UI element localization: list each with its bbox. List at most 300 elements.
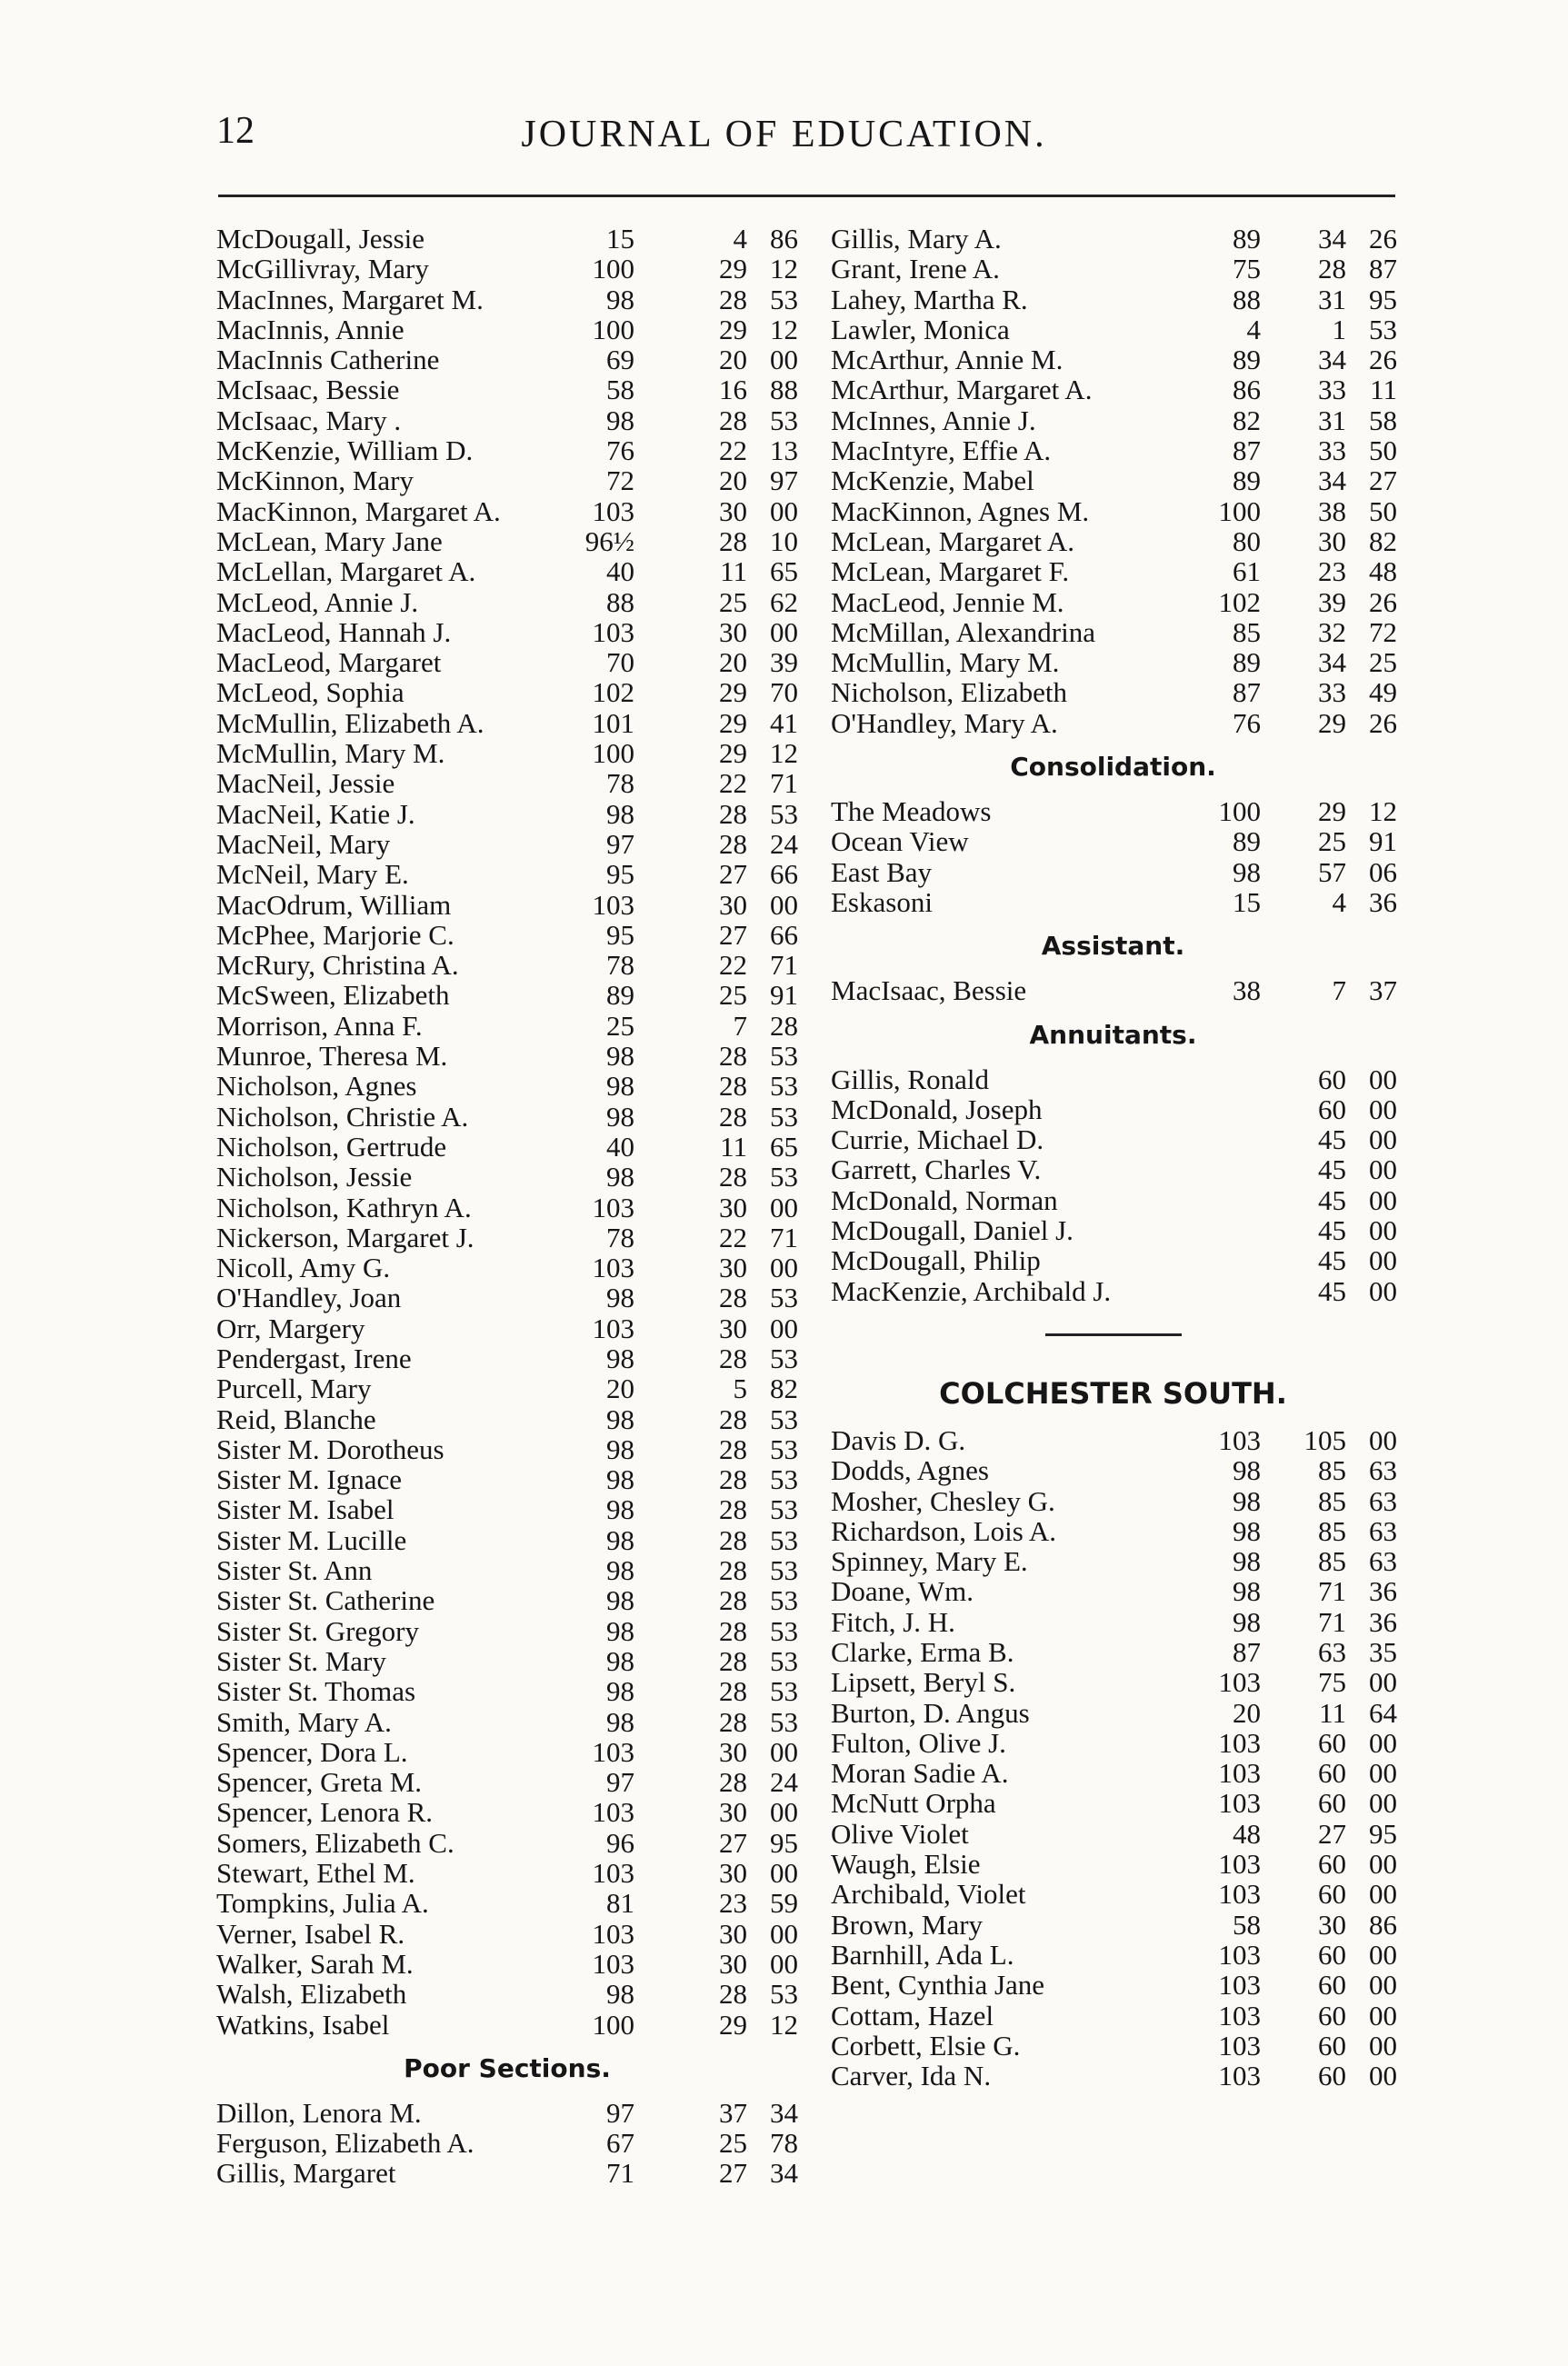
entry-amount: 89	[1233, 344, 1261, 376]
entry-amount: 16	[719, 374, 747, 406]
entry-amount: 30	[719, 1857, 747, 1890]
table-row	[829, 1879, 1397, 1909]
page-number: 12	[216, 110, 255, 152]
entry-amount: 63	[1318, 1635, 1346, 1668]
table-row	[829, 1910, 1397, 1940]
entry-amount: 25	[719, 979, 747, 1012]
entry-amount: 40	[606, 1130, 634, 1163]
entry-amount: 98	[606, 1040, 634, 1073]
entry-amount: 86	[770, 223, 798, 255]
entry-name: Nicoll, Amy G.	[216, 1252, 391, 1284]
table-row	[829, 617, 1397, 647]
entry-amount: 28	[719, 283, 747, 315]
table-row	[216, 1223, 798, 1253]
table-row	[829, 1516, 1397, 1546]
entry-amount: 00	[1369, 1244, 1397, 1277]
table-row	[216, 1253, 798, 1283]
entry-amount: 5	[733, 1373, 747, 1405]
entry-amount: 65	[770, 1130, 798, 1163]
entry-amount: 25	[606, 1009, 634, 1042]
entry-amount: 00	[770, 1312, 798, 1344]
table-row	[216, 2128, 798, 2158]
entry-name: Sister St. Mary	[216, 1644, 386, 1677]
entry-name: Nicholson, Agnes	[216, 1070, 417, 1103]
entry-name: Gillis, Mary A.	[831, 223, 1002, 255]
table-row	[216, 829, 798, 859]
table-row	[216, 1102, 798, 1132]
entry-amount: 96½	[584, 524, 634, 557]
table-row	[829, 1276, 1397, 1306]
entry-name: Archibald, Violet	[831, 1878, 1026, 1911]
entry-name: Sister St. Catherine	[216, 1584, 435, 1617]
entry-amount: 60	[1318, 1969, 1346, 2002]
entry-amount: 4	[1332, 885, 1346, 918]
table-row	[829, 1970, 1397, 2000]
left-column	[216, 224, 798, 2189]
table-row	[216, 314, 798, 344]
entry-amount: 33	[1318, 434, 1346, 467]
table-row	[216, 2098, 798, 2128]
entry-amount: 60	[1318, 2060, 1346, 2092]
entry-name: Bent, Cynthia Jane	[831, 1969, 1045, 2002]
entry-amount: 53	[770, 797, 798, 830]
entry-name: Nicholson, Christie A.	[216, 1100, 469, 1133]
entry-amount: 95	[1369, 1817, 1397, 1850]
entry-name: MacNeil, Jessie	[216, 767, 395, 800]
entry-name: McKenzie, Mabel	[831, 464, 1034, 497]
entry-amount: 20	[719, 646, 747, 679]
entry-amount: 95	[606, 858, 634, 891]
entry-amount: 98	[606, 1433, 634, 1465]
entry-amount: 37	[1369, 974, 1397, 1007]
section-divider	[1045, 1333, 1182, 1336]
table-row	[829, 647, 1397, 677]
entry-name: MacOdrum, William	[216, 888, 452, 921]
entry-name: MacKinnon, Agnes M.	[831, 494, 1090, 527]
entry-amount: 22	[719, 434, 747, 467]
entry-amount: 96	[606, 1826, 634, 1859]
entry-amount: 50	[1369, 494, 1397, 527]
entry-amount: 103	[592, 615, 634, 648]
entry-amount: 24	[770, 1766, 798, 1799]
entry-amount: 30	[719, 1796, 747, 1829]
entry-amount: 87	[1233, 434, 1261, 467]
entry-name: Spencer, Greta M.	[216, 1766, 423, 1799]
entry-amount: 103	[592, 1735, 634, 1768]
table-row	[216, 799, 798, 829]
entry-amount: 27	[1369, 464, 1397, 497]
entry-name: McLeod, Sophia	[216, 676, 404, 709]
entry-name: Nicholson, Gertrude	[216, 1130, 447, 1163]
entry-name: Spinney, Mary E.	[831, 1545, 1028, 1578]
entry-name: Currie, Michael D.	[831, 1123, 1044, 1156]
entry-amount: 103	[592, 1947, 634, 1980]
table-row	[829, 2001, 1397, 2031]
entry-amount: 22	[719, 949, 747, 982]
entry-name: Tompkins, Julia A.	[216, 1887, 429, 1920]
entry-amount: 53	[770, 1403, 798, 1435]
entry-name: Smith, Mary A.	[216, 1705, 392, 1738]
table-row	[216, 1404, 798, 1434]
entry-amount: 15	[606, 223, 634, 255]
table-row	[216, 587, 798, 617]
table-row	[829, 975, 1397, 1005]
entry-amount: 58	[606, 374, 634, 406]
table-row	[829, 1455, 1397, 1485]
table-row	[829, 1607, 1397, 1637]
table-row	[216, 374, 798, 404]
entry-name: Fulton, Olive J.	[831, 1726, 1006, 1759]
entry-amount: 102	[592, 676, 634, 709]
entry-amount: 45	[1318, 1214, 1346, 1247]
entry-amount: 48	[1233, 1817, 1261, 1850]
entry-amount: 49	[1369, 676, 1397, 709]
entry-amount: 45	[1318, 1153, 1346, 1186]
entry-amount: 28	[719, 1403, 747, 1435]
entry-name: Sister St. Thomas	[216, 1675, 416, 1708]
entry-amount: 25	[719, 2127, 747, 2160]
entry-amount: 28	[719, 1614, 747, 1647]
entry-amount: 98	[1233, 1484, 1261, 1517]
entry-amount: 63	[1369, 1484, 1397, 1517]
table-row	[216, 1888, 798, 1918]
entry-amount: 20	[1233, 1696, 1261, 1729]
entry-name: McArthur, Margaret A.	[831, 374, 1093, 406]
entry-amount: 63	[1369, 1514, 1397, 1547]
entry-name: Munroe, Theresa M.	[216, 1040, 448, 1073]
table-row	[216, 1979, 798, 2009]
table-row	[216, 1283, 798, 1313]
table-row	[216, 950, 798, 980]
table-row	[829, 1546, 1397, 1576]
entry-amount: 45	[1318, 1183, 1346, 1216]
table-row	[216, 1676, 798, 1706]
table-row	[829, 826, 1397, 856]
entry-name: Spencer, Dora L.	[216, 1735, 408, 1768]
entry-amount: 97	[606, 2096, 634, 2129]
entry-name: MacLeod, Margaret	[216, 646, 442, 679]
entry-amount: 45	[1318, 1274, 1346, 1307]
entry-name: Richardson, Lois A.	[831, 1514, 1056, 1547]
entry-name: Somers, Elizabeth C.	[216, 1826, 454, 1859]
entry-name: Pendergast, Irene	[216, 1342, 412, 1374]
table-row	[216, 1858, 798, 1888]
entry-amount: 97	[770, 464, 798, 497]
entry-amount: 00	[770, 888, 798, 921]
entry-amount: 66	[770, 858, 798, 891]
entry-amount: 00	[1369, 1093, 1397, 1125]
district-heading-colchester-south: COLCHESTER SOUTH.	[939, 1375, 1287, 1411]
entry-amount: 98	[606, 1675, 634, 1708]
entry-amount: 95	[770, 1826, 798, 1859]
table-row	[829, 1154, 1397, 1184]
table-row	[216, 1071, 798, 1101]
entry-amount: 60	[1318, 1878, 1346, 1911]
section-heading-poor-sections: Poor Sections.	[404, 2052, 611, 2083]
entry-amount: 91	[1369, 825, 1397, 858]
table-row	[829, 496, 1397, 526]
entry-amount: 15	[1233, 885, 1261, 918]
entry-name: Watkins, Isabel	[216, 2008, 390, 2041]
entry-amount: 27	[719, 918, 747, 951]
table-row	[829, 1819, 1397, 1849]
table-row	[829, 1185, 1397, 1215]
entry-name: Sister St. Ann	[216, 1554, 373, 1587]
entry-amount: 103	[592, 1252, 634, 1284]
entry-amount: 30	[719, 1735, 747, 1768]
entry-name: Morrison, Anna F.	[216, 1009, 423, 1042]
entry-name: O'Handley, Joan	[216, 1282, 402, 1314]
table-row	[216, 526, 798, 556]
entry-amount: 48	[1369, 555, 1397, 588]
entry-amount: 50	[1369, 434, 1397, 467]
entry-amount: 98	[1233, 1514, 1261, 1547]
entry-amount: 4	[1246, 313, 1261, 345]
entry-amount: 78	[606, 1221, 634, 1253]
entry-amount: 58	[1369, 404, 1397, 436]
entry-amount: 53	[1369, 313, 1397, 345]
entry-amount: 28	[1318, 253, 1346, 285]
entry-amount: 06	[1369, 855, 1397, 888]
table-row	[216, 1011, 798, 1041]
entry-name: Nickerson, Margaret J.	[216, 1221, 474, 1253]
entry-amount: 97	[606, 827, 634, 860]
entry-amount: 72	[606, 464, 634, 497]
entry-name: MacLeod, Jennie M.	[831, 585, 1064, 618]
entry-amount: 89	[1233, 464, 1261, 497]
entry-amount: 4	[733, 223, 747, 255]
entry-name: McGillivray, Mary	[216, 253, 429, 285]
entry-amount: 28	[719, 1493, 747, 1526]
entry-amount: 00	[1369, 1878, 1397, 1911]
entry-amount: 103	[1218, 1938, 1261, 1971]
entry-amount: 34	[1318, 646, 1346, 679]
annuitants-list	[829, 1064, 1397, 1306]
table-row	[216, 1616, 798, 1646]
table-row	[216, 254, 798, 284]
table-row	[829, 2031, 1397, 2061]
entry-amount: 53	[770, 1978, 798, 2011]
table-row	[829, 465, 1397, 495]
entry-amount: 69	[606, 344, 634, 376]
entry-name: McDonald, Norman	[831, 1183, 1058, 1216]
table-row	[829, 435, 1397, 465]
entry-amount: 34	[770, 2157, 798, 2190]
table-row	[829, 1215, 1397, 1245]
entry-amount: 34	[770, 2096, 798, 2129]
entry-amount: 00	[1369, 1153, 1397, 1186]
entry-amount: 27	[719, 858, 747, 891]
entry-amount: 29	[1318, 706, 1346, 739]
table-row	[216, 1373, 798, 1403]
table-row	[829, 224, 1397, 254]
entry-amount: 103	[1218, 2060, 1261, 2092]
entry-name: East Bay	[831, 855, 933, 888]
entry-name: Clarke, Erma B.	[831, 1635, 1014, 1668]
entry-name: McLeod, Annie J.	[216, 585, 419, 618]
entry-amount: 7	[1332, 974, 1346, 1007]
entry-amount: 00	[1369, 1938, 1397, 1971]
entry-amount: 76	[1233, 706, 1261, 739]
entry-amount: 103	[1218, 1757, 1261, 1790]
entry-amount: 29	[1318, 795, 1346, 828]
entry-amount: 25	[1318, 825, 1346, 858]
table-row	[216, 1949, 798, 1979]
entry-amount: 95	[606, 918, 634, 951]
entry-amount: 36	[1369, 885, 1397, 918]
entry-amount: 29	[719, 676, 747, 709]
entry-amount: 98	[606, 1584, 634, 1617]
entry-amount: 28	[719, 524, 747, 557]
entry-amount: 85	[1318, 1454, 1346, 1487]
entry-amount: 87	[1233, 676, 1261, 709]
table-row	[216, 2158, 798, 2188]
entry-amount: 11	[1319, 1696, 1346, 1729]
entry-amount: 30	[719, 1312, 747, 1344]
entry-amount: 11	[720, 555, 747, 588]
entry-amount: 60	[1318, 1757, 1346, 1790]
entry-name: McDougall, Daniel J.	[831, 1214, 1074, 1247]
entry-amount: 98	[606, 404, 634, 436]
entry-amount: 78	[606, 767, 634, 800]
entry-name: Lipsett, Beryl S.	[831, 1666, 1016, 1699]
entry-amount: 25	[1369, 646, 1397, 679]
entry-amount: 61	[1233, 555, 1261, 588]
entry-name: McIsaac, Mary .	[216, 404, 402, 436]
entry-amount: 20	[606, 1373, 634, 1405]
entry-name: McLean, Margaret A.	[831, 524, 1074, 557]
table-row	[829, 344, 1397, 374]
entry-amount: 53	[770, 1282, 798, 1314]
entry-amount: 53	[770, 1040, 798, 1073]
table-row	[829, 1849, 1397, 1879]
table-row	[216, 224, 798, 254]
entry-name: McDougall, Jessie	[216, 223, 425, 255]
entry-amount: 53	[770, 1523, 798, 1556]
entry-amount: 30	[1318, 524, 1346, 557]
table-row	[216, 738, 798, 768]
entry-name: McMullin, Mary M.	[831, 646, 1060, 679]
entry-amount: 87	[1233, 1635, 1261, 1668]
right-column	[829, 224, 1397, 2091]
entry-amount: 23	[1318, 555, 1346, 588]
entry-amount: 60	[1318, 1063, 1346, 1095]
entry-amount: 103	[1218, 1999, 1261, 2032]
table-row	[216, 1343, 798, 1373]
entry-amount: 87	[1369, 253, 1397, 285]
entry-amount: 53	[770, 1342, 798, 1374]
entry-amount: 53	[770, 1493, 798, 1526]
entry-amount: 34	[1318, 223, 1346, 255]
entry-amount: 29	[719, 253, 747, 285]
entry-name: Nicholson, Jessie	[216, 1161, 413, 1193]
entry-name: McMullin, Elizabeth A.	[216, 706, 484, 739]
entry-amount: 66	[770, 918, 798, 951]
entry-amount: 98	[606, 1978, 634, 2011]
entry-amount: 86	[1369, 1908, 1397, 1941]
entry-name: Sister M. Ignace	[216, 1463, 403, 1496]
entry-amount: 105	[1303, 1423, 1346, 1456]
entry-amount: 28	[719, 797, 747, 830]
entry-amount: 53	[770, 1463, 798, 1496]
table-row	[829, 1576, 1397, 1606]
entry-amount: 100	[592, 253, 634, 285]
entry-name: The Meadows	[831, 795, 992, 828]
entry-amount: 00	[1369, 1787, 1397, 1820]
entry-amount: 60	[1318, 2029, 1346, 2062]
entry-name: Grant, Irene A.	[831, 253, 1000, 285]
table-row	[829, 857, 1397, 887]
entry-amount: 82	[1233, 404, 1261, 436]
entry-amount: 67	[606, 2127, 634, 2160]
table-row	[216, 1041, 798, 1071]
table-row	[829, 405, 1397, 435]
entry-amount: 103	[1218, 1666, 1261, 1699]
entry-amount: 00	[1369, 1274, 1397, 1307]
table-row	[829, 1758, 1397, 1788]
entry-name: Fitch, J. H.	[831, 1605, 955, 1638]
table-row	[829, 1486, 1397, 1516]
table-row	[216, 1132, 798, 1162]
entry-name: Mosher, Chesley G.	[831, 1484, 1055, 1517]
entry-amount: 53	[770, 283, 798, 315]
entry-amount: 98	[606, 1644, 634, 1677]
entry-amount: 57	[1318, 855, 1346, 888]
table-row	[829, 1094, 1397, 1124]
table-row	[829, 1728, 1397, 1758]
entry-amount: 28	[770, 1009, 798, 1042]
entry-amount: 30	[719, 494, 747, 527]
table-row	[829, 254, 1397, 284]
entry-name: MacNeil, Katie J.	[216, 797, 415, 830]
entry-amount: 28	[719, 1433, 747, 1465]
entry-amount: 103	[592, 494, 634, 527]
table-row	[829, 796, 1397, 826]
entry-name: McArthur, Annie M.	[831, 344, 1064, 376]
table-row	[829, 1667, 1397, 1697]
table-row	[829, 526, 1397, 556]
entry-amount: 00	[770, 344, 798, 376]
entry-name: Spencer, Lenora R.	[216, 1796, 434, 1829]
entry-amount: 98	[1233, 855, 1261, 888]
entry-amount: 103	[1218, 1969, 1261, 2002]
entry-amount: 71	[1318, 1605, 1346, 1638]
entry-amount: 53	[770, 1675, 798, 1708]
entry-amount: 103	[592, 1917, 634, 1950]
entry-amount: 12	[770, 313, 798, 345]
entry-amount: 100	[1218, 494, 1261, 527]
table-row	[216, 920, 798, 950]
entry-amount: 33	[1318, 676, 1346, 709]
entry-amount: 30	[719, 1917, 747, 1950]
entry-amount: 30	[719, 1252, 747, 1284]
entry-amount: 30	[719, 615, 747, 648]
entry-amount: 100	[592, 313, 634, 345]
entry-amount: 35	[1369, 1635, 1397, 1668]
entry-name: Nicholson, Kathryn A.	[216, 1191, 472, 1223]
entry-amount: 89	[1233, 825, 1261, 858]
entry-amount: 34	[1318, 464, 1346, 497]
entry-amount: 71	[770, 1221, 798, 1253]
entry-amount: 31	[1318, 283, 1346, 315]
entry-amount: 98	[606, 1070, 634, 1103]
table-row	[216, 496, 798, 526]
entry-amount: 28	[719, 1554, 747, 1587]
table-row	[216, 1767, 798, 1797]
entry-name: MacKinnon, Margaret A.	[216, 494, 501, 527]
entry-amount: 31	[1318, 404, 1346, 436]
entry-amount: 80	[1233, 524, 1261, 557]
